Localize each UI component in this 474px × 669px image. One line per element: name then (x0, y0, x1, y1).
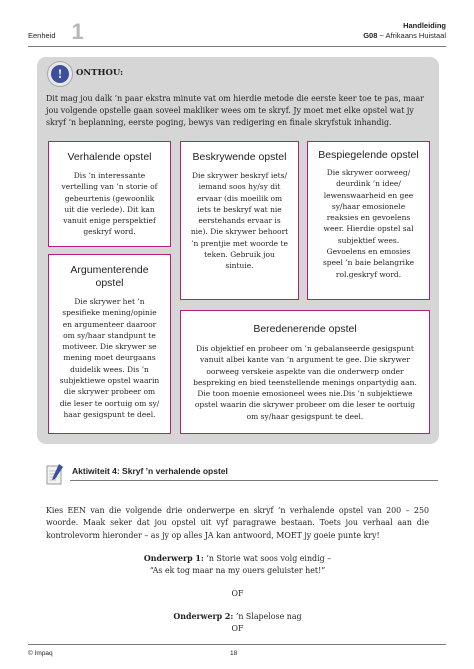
topic-1-label: Onderwerp 1: (143, 554, 204, 563)
or-separator: OF (231, 589, 244, 598)
grade: G08 (363, 31, 378, 40)
topic-1-text: ’n Storie wat soos volg eindig – (203, 554, 332, 563)
pencil-paper-icon (45, 462, 65, 486)
essay-card-reflective (307, 141, 430, 300)
reminder-title: ONTHOU: (76, 68, 124, 78)
essay-card-descriptive (180, 141, 299, 300)
or-separator: OF (231, 624, 244, 633)
topic-2-label: Onderwerp 2: (173, 612, 234, 621)
activity-title: Aktiwiteit 4: Skryf ’n verhalende opstel (72, 466, 228, 476)
topic-1 (46, 553, 429, 564)
essay-card-title: Beredenerende opstel (253, 323, 357, 335)
essay-card-body: Dis objektief en probeer om ’n gebalanseerde gesigspunt vanuit albei kante van ’n argument te gee. Die skrywer oorweeg verskeie aspekte van die onderwerp onder bespreking en bied teenstellende menings onpartydig aan. Die toon moenie emosioneel wees nie.Dis ’n subjektiewe opstel waarin die skrywer probeer om die leser te oortuig om sy/haar gesigspunt te deel. (193, 344, 417, 421)
topic-1-quote: “As ek tog maar na my ouers geluister het!” (149, 566, 326, 575)
exclamation-icon (47, 61, 73, 87)
essay-card-title: Beskrywende opstel (192, 151, 287, 163)
essay-card-body: Die skrywer beskryf iets/ iemand soos hy/sy dit ervaar (dis moeilik om iets te beskryf wat nie eerstehands ervaar is nie). Die skrywer behoort ’n prentjie met woorde te teken. Gebruik jou sintuie. (190, 171, 289, 271)
footer-divider (28, 644, 446, 645)
unit-number: 1 (71, 19, 84, 44)
essay-card-body: Die skrywer oorweeg/ deurdink ’n idee/ lewenswaarheid en gee sy/haar emosionele reaksies en gevoelens weer. Hierdie opstel sal subjektief wees. Gevoelens en emosies speel ’n baie belangrike rol.geskryf word. (322, 168, 415, 279)
copyright: © Impaq (28, 650, 53, 657)
essay-card-title: Bespiegelende opstel (318, 149, 419, 161)
page-number: 18 (230, 650, 238, 657)
header-unit (28, 19, 84, 44)
unit-label: Eenheid (28, 31, 56, 40)
essay-card-body: Dis ’n interessante vertelling van ’n storie of gebeurtenis (gewoonlik uit die verlede). Dit kan vanuit enige perspektief geskryf word. (61, 171, 158, 237)
exclamation-glyph: ! (51, 65, 69, 83)
essay-card-argumentative (48, 254, 171, 434)
essay-card-narrative (48, 141, 171, 247)
topic-2-text: ’n Slapelose nag (233, 612, 302, 621)
doc-type: Handleiding (403, 21, 446, 30)
essay-card-title: Verhalende opstel (67, 151, 152, 163)
essay-card-discursive (180, 310, 430, 434)
subject: ~ Afrikaans Huistaal (379, 31, 446, 40)
header-info (363, 21, 446, 41)
grade-subject (363, 31, 446, 41)
topic-2 (46, 611, 429, 622)
header-divider (28, 46, 446, 47)
essay-card-title: Argumenterende opstel (70, 264, 149, 289)
reminder-intro: Dit mag jou dalk ’n paar ekstra minute vat om hierdie metode die eerste keer toe te pas, maar jou volgende opstelle gaan soveel makliker wees om te skryf. Jy moet met elke opstel wat jy skryf ’n beplanning, eerste poging, bewys van redigering en finale skryfstuk inhandig. (46, 94, 424, 128)
activity-divider (70, 480, 438, 481)
activity-instructions: Kies EEN van die volgende drie onderwerpe en skryf ’n verhalende opstel van 200 – 250 woorde. Maak seker dat jou opstel uit vyf paragrawe bestaan. Toets jou verhaal aan die kontrolevorm hieronder – as jy op alles JA kan antwoord, MOET jy goeie punte kry! (46, 506, 429, 540)
essay-card-body: Die skrywer het ’n spesifieke mening/opinie en argumenteer daaroor om sy/haar standpunt te motiveer. Die skrywer se mening moet deurgaans duidelik wees. Dis ’n subjektiewe opstel waarin die skrywer probeer om die leser te oortuig om sy/ haar gesigspunt te deel. (59, 297, 160, 419)
